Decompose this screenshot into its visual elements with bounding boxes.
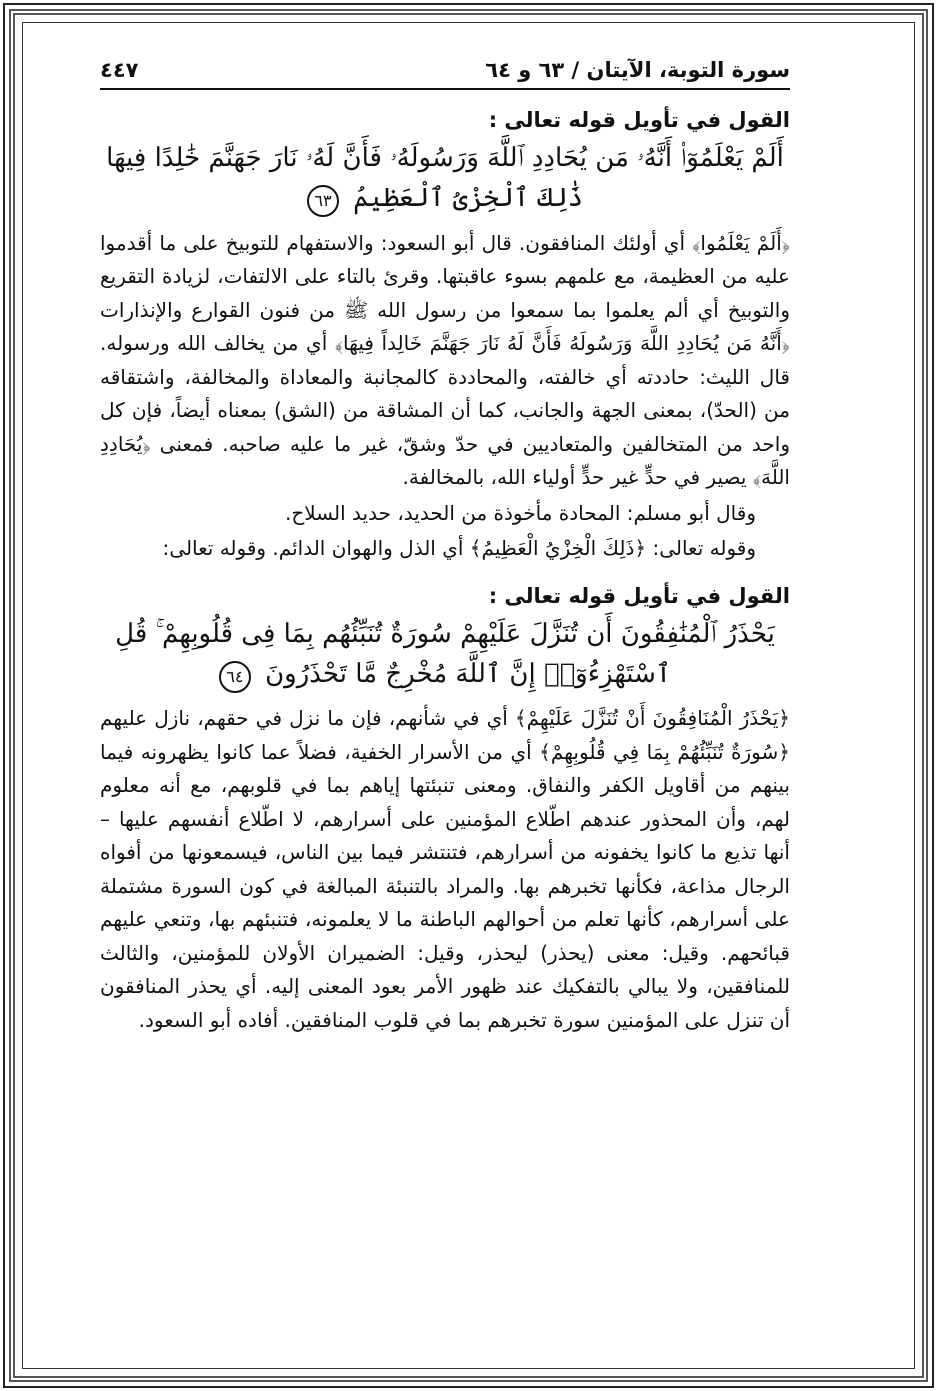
- section2-commentary: ﴿يَحْذَرُ الْمُنَافِقُونَ أَنْ تُنَزَّلَ عَلَيْهِمْ﴾ أي في شأنهم، فإن ما نزل في حقهم، نازل عليهم ﴿سُورَةٌ تُنَبِّئُهُمْ بِمَا فِي قُلُوبِهِمْ﴾ أي من الأسرار الخفية، فضلاً عما كانوا يظهرونه فيما بينهم من أقاويل الكفر والنفاق. ومعنى تنبئتها إياهم بما في قلوبهم، مع أنه معلوم لهم، وأن المحذور عندهم اطّلاع المؤمنين على أسرارهم، لا اطّلاع أنفسهم عليها – أنها تذيع ما كانوا يخفونه من أسرارهم، فتنتشر فيما بين الناس، فيسمعونها من أفواه الرجال مذاعة، فكأنها تخبرهم بها. والمراد بالتنبئة المبالغة في كون السورة مشتملة على أسرارهم، كأنها تعلم من أحوالهم الباطنة ما لا يعلمونه، فتنبئهم بها، وتنعي عليهم قبائحهم. وقيل: معنى (يحذر) ليحذر، وقيل: الضميران الأولان للمؤمنين، والثالث للمنافقين، ولا يبالي بالتفكيك عند ظهور الأمر بعود المعنى إليه. أي يحذر المنافقون أن تنزل على المؤمنين سورة تخبرهم بما في قلوب المنافقين. أفاده أبو السعود.: [100, 706, 790, 1032]
- section1-verse-line1: أَلَمْ يَعْلَمُوٓا۟ أَنَّهُۥ مَن يُحَادِدِ ٱللَّهَ وَرَسُولَهُۥ فَأَنَّ لَهُۥ نَارَ جَهَنَّمَ خَٰلِدًا فِيهَا: [106, 143, 784, 173]
- page-number: ٤٤٧: [100, 58, 139, 82]
- section1-commentary: ﴿أَلَمْ يَعْلَمُوا﴾ أي أولئك المنافقون. قال أبو السعود: والاستفهام للتوبيخ على ما أقدموا عليه من العظيمة، مع علمهم بسوء عاقبتها. وقرئ بالتاء على الالتفات، لزيادة التقريع والتوبيخ أي ألم يعلموا بما سمعوا من رسول الله ﷺ من فنون القوارع والإنذارات ﴿أَنَّهُ مَن يُحَادِدِ اللَّهَ وَرَسُولَهُ فَأَنَّ لَهُ نَارَ جَهَنَّمَ خَالِداً فِيهَا﴾ أي من يخالف الله ورسوله. قال الليث: حاددته أي خالفته، والمحاددة كالمجانبة والمعاداة والمخالفة، واشتقاقه من (الحدّ)، بمعنى الجهة والجانب، كما أن المشاقة من (الشق) بمعناه أيضاً، فإن كل واحد من المتخالفين والمتعاديين في حدّ وشقّ، غير ما عليه صاحبه. فمعنى ﴿يُحَادِدِ اللَّهَ﴾ يصير في حدٍّ غير حدٍّ أولياء الله، بالمخالفة.: [100, 230, 790, 490]
- section2-verse-line1: يَحْذَرُ ٱلْمُنَٰفِقُونَ أَن تُنَزَّلَ عَلَيْهِمْ سُورَةٌ تُنَبِّئُهُم بِمَا فِى قُلُوبِهِمْ ۚ قُلِ: [115, 618, 775, 649]
- section2-verse-line2-wrap: [100, 654, 790, 694]
- ayah-number-64: ٦٤: [219, 661, 251, 693]
- section1-verse: [100, 138, 790, 219]
- section2-verse-line2: ٱسْتَهْزِءُوٓا۟ إِنَّ ٱللَّهَ مُخْرِجٌ مَّا تَحْذَرُونَ: [265, 658, 672, 689]
- section1-verse-line2: ذَٰلِكَ ٱلْخِزْىُ ٱلْعَظِيمُ: [353, 183, 584, 214]
- section1-note1: وقال أبو مسلم: المحادة مأخوذة من الحديد، حديد السلاح.: [284, 500, 756, 525]
- running-title: سورة التوبة، الآيتان / ٦٣ و ٦٤: [485, 58, 790, 82]
- section1-heading: القول في تأويل قوله تعالى :: [488, 108, 790, 132]
- section2-heading: القول في تأويل قوله تعالى :: [488, 583, 790, 608]
- section1-note2: وقوله تعالى: ﴿ذَلِكَ الْخِزْيُ الْعَظِيمُ﴾ أي الذل والهوان الدائم. وقوله تعالى:: [162, 536, 756, 561]
- page-header: [100, 58, 790, 90]
- section1-verse-line2-wrap: [100, 178, 790, 218]
- page-content: [100, 58, 790, 1037]
- section2-verse: [100, 614, 790, 695]
- ayah-number-63: ٦٣: [307, 185, 339, 217]
